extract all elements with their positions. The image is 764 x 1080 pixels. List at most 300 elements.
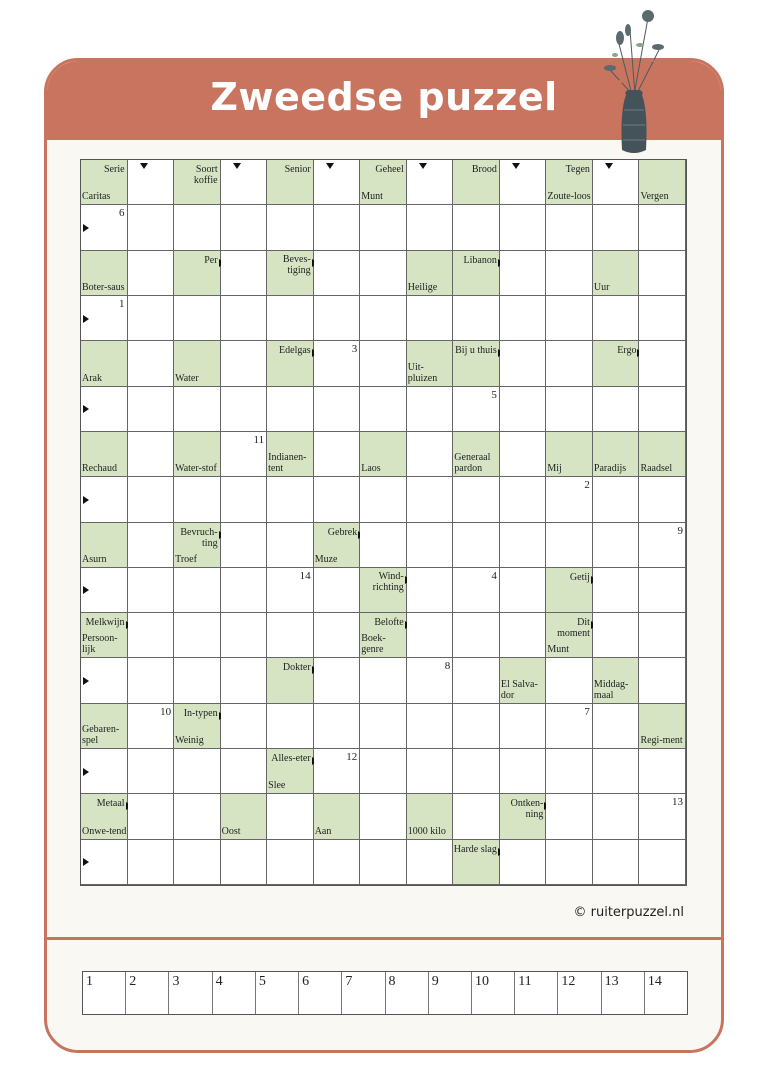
clue-text: Weinig [175, 735, 204, 747]
answer-cell[interactable] [267, 296, 314, 341]
answer-cell[interactable] [174, 658, 221, 703]
clue-text: El Salva-dor [500, 678, 538, 701]
solution-number: 11 [253, 433, 265, 446]
clue-text: Water [175, 372, 199, 384]
answer-cell[interactable] [174, 794, 221, 839]
solution-slot-number: 6 [302, 974, 310, 989]
answer-cell[interactable] [639, 613, 686, 658]
answer-cell[interactable] [267, 613, 314, 658]
flower-vase-icon [590, 0, 680, 160]
answer-cell[interactable] [500, 432, 547, 477]
clue-cell [546, 613, 593, 658]
answer-cell[interactable] [314, 658, 361, 703]
answer-cell[interactable] [593, 477, 640, 522]
clue-text: Caritas [82, 191, 111, 203]
clue-text: Per [204, 254, 218, 266]
clue-text: Paradijs [593, 463, 627, 475]
answer-cell[interactable] [128, 477, 175, 522]
answer-cell[interactable] [314, 840, 361, 885]
answer-cell[interactable] [546, 341, 593, 386]
answer-cell[interactable] [221, 341, 268, 386]
clue-text: Water-stof [175, 463, 217, 475]
answer-cell[interactable] [500, 160, 547, 205]
solution-slot-number: 2 [129, 974, 137, 989]
section-divider [47, 937, 721, 940]
answer-cell[interactable] [546, 296, 593, 341]
answer-cell[interactable] [221, 387, 268, 432]
answer-cell[interactable] [81, 658, 128, 703]
answer-cell[interactable] [128, 160, 175, 205]
answer-cell[interactable] [360, 794, 407, 839]
clue-cell [221, 794, 268, 839]
answer-cell[interactable] [453, 658, 500, 703]
clue-cell [360, 160, 407, 205]
arrow-right-icon [83, 405, 89, 413]
arrow-right-icon [83, 677, 89, 685]
answer-cell[interactable] [500, 477, 547, 522]
answer-cell[interactable] [221, 523, 268, 568]
answer-cell[interactable] [314, 160, 361, 205]
answer-cell[interactable] [593, 205, 640, 250]
answer-cell[interactable] [360, 251, 407, 296]
answer-cell[interactable] [267, 568, 314, 613]
answer-cell[interactable] [267, 794, 314, 839]
answer-cell[interactable] [500, 296, 547, 341]
answer-cell[interactable] [407, 296, 454, 341]
arrow-right-down-icon [233, 163, 241, 169]
clue-text: Munt [547, 644, 570, 656]
clue-text: Bevruch-ting [180, 526, 218, 549]
solution-number: 6 [119, 207, 125, 220]
answer-cell[interactable] [128, 205, 175, 250]
answer-cell[interactable] [360, 840, 407, 885]
clue-text: Belofte [374, 617, 404, 629]
clue-cell [174, 432, 221, 477]
answer-cell[interactable] [407, 568, 454, 613]
answer-cell[interactable] [546, 387, 593, 432]
clue-text: 1000 kilo [407, 825, 446, 837]
clue-text: Arak [82, 372, 102, 384]
answer-cell[interactable] [360, 523, 407, 568]
answer-cell[interactable] [500, 704, 547, 749]
clue-cell [314, 523, 361, 568]
answer-cell[interactable] [639, 749, 686, 794]
clue-text: Bij u thuis [455, 345, 497, 357]
solution-slot[interactable] [386, 972, 429, 1014]
answer-cell[interactable] [500, 205, 547, 250]
answer-cell[interactable] [546, 251, 593, 296]
clue-cell [500, 794, 547, 839]
answer-cell[interactable] [500, 749, 547, 794]
answer-cell[interactable] [407, 749, 454, 794]
answer-cell[interactable] [314, 613, 361, 658]
clue-cell [407, 251, 454, 296]
answer-cell[interactable] [314, 704, 361, 749]
answer-cell[interactable] [221, 704, 268, 749]
answer-cell[interactable] [128, 613, 175, 658]
answer-cell[interactable] [314, 477, 361, 522]
answer-cell[interactable] [267, 205, 314, 250]
answer-cell[interactable] [639, 523, 686, 568]
clue-text: Soort koffie [193, 164, 218, 186]
answer-cell[interactable] [360, 296, 407, 341]
arrow-right-down-icon [419, 163, 427, 169]
answer-cell[interactable] [174, 613, 221, 658]
clue-text: Generaal pardon [454, 452, 491, 475]
solution-slot[interactable] [169, 972, 212, 1014]
answer-cell[interactable] [500, 613, 547, 658]
answer-cell[interactable] [81, 205, 128, 250]
answer-cell[interactable] [267, 704, 314, 749]
answer-cell[interactable] [81, 477, 128, 522]
clue-text: Senior [284, 164, 311, 175]
clue-text: Boek-genre [361, 633, 386, 656]
answer-cell[interactable] [128, 432, 175, 477]
clue-cell [81, 251, 128, 296]
clue-cell [174, 160, 221, 205]
clue-cell [267, 749, 314, 794]
answer-cell[interactable] [314, 341, 361, 386]
answer-cell[interactable] [593, 296, 640, 341]
answer-cell[interactable] [639, 477, 686, 522]
answer-cell[interactable] [453, 568, 500, 613]
clue-cell [81, 794, 128, 839]
answer-cell[interactable] [314, 251, 361, 296]
clue-cell [453, 432, 500, 477]
solution-slot-number: 8 [388, 974, 396, 989]
answer-cell[interactable] [81, 387, 128, 432]
answer-cell[interactable] [314, 568, 361, 613]
clue-cell [546, 160, 593, 205]
solution-number: 7 [584, 705, 590, 718]
clue-text: Getij [569, 571, 590, 583]
answer-cell[interactable] [360, 341, 407, 386]
answer-cell[interactable] [593, 568, 640, 613]
answer-cell[interactable] [639, 296, 686, 341]
answer-cell[interactable] [407, 523, 454, 568]
solution-slot-number: 14 [647, 974, 662, 989]
clue-cell [81, 704, 128, 749]
solution-slot[interactable] [83, 972, 126, 1014]
clue-cell [500, 658, 547, 703]
answer-cell[interactable] [500, 251, 547, 296]
answer-cell[interactable] [407, 387, 454, 432]
clue-text: Gebrek [327, 526, 358, 538]
answer-cell[interactable] [221, 613, 268, 658]
clue-cell [453, 160, 500, 205]
clue-text: Aan [314, 825, 332, 837]
answer-cell[interactable] [593, 613, 640, 658]
solution-number: 2 [584, 479, 590, 492]
clue-text: Gebaren-spel [82, 724, 120, 747]
answer-cell[interactable] [546, 704, 593, 749]
answer-cell[interactable] [407, 704, 454, 749]
answer-cell[interactable] [221, 296, 268, 341]
answer-cell[interactable] [639, 840, 686, 885]
answer-cell[interactable] [128, 658, 175, 703]
answer-cell[interactable] [546, 477, 593, 522]
answer-cell[interactable] [360, 205, 407, 250]
answer-cell[interactable] [128, 568, 175, 613]
answer-cell[interactable] [453, 749, 500, 794]
answer-cell[interactable] [81, 840, 128, 885]
answer-cell[interactable] [314, 387, 361, 432]
answer-cell[interactable] [221, 749, 268, 794]
answer-cell[interactable] [360, 704, 407, 749]
solution-slot[interactable] [256, 972, 299, 1014]
clue-text: Ontken-ning [510, 798, 544, 821]
crossword-grid [80, 159, 687, 886]
solution-slot-number: 4 [215, 974, 223, 989]
answer-cell[interactable] [174, 749, 221, 794]
answer-cell[interactable] [639, 251, 686, 296]
answer-cell[interactable] [546, 658, 593, 703]
clue-text: Middag-maal [593, 678, 629, 701]
solution-slot[interactable] [515, 972, 558, 1014]
solution-slot-number: 11 [518, 974, 532, 989]
answer-cell[interactable] [546, 205, 593, 250]
answer-cell[interactable] [453, 205, 500, 250]
solution-slot[interactable] [429, 972, 472, 1014]
clue-cell [593, 432, 640, 477]
solution-slot-number: 5 [258, 974, 266, 989]
answer-cell[interactable] [174, 296, 221, 341]
copyright-text: © ruiterpuzzel.nl [573, 905, 684, 920]
answer-cell[interactable] [221, 840, 268, 885]
clue-text: Zoute-loos [547, 191, 591, 203]
answer-cell[interactable] [500, 341, 547, 386]
clue-text: Slee [268, 780, 286, 792]
answer-cell[interactable] [639, 794, 686, 839]
answer-cell[interactable] [407, 840, 454, 885]
clue-text: Ergo [617, 345, 637, 357]
clue-text: Asurn [82, 553, 107, 565]
answer-cell[interactable] [546, 523, 593, 568]
clue-cell [407, 794, 454, 839]
answer-cell[interactable] [453, 523, 500, 568]
solution-slot[interactable] [126, 972, 169, 1014]
answer-cell[interactable] [500, 523, 547, 568]
answer-cell[interactable] [546, 794, 593, 839]
answer-cell[interactable] [314, 749, 361, 794]
solution-slot[interactable] [299, 972, 342, 1014]
clue-cell [267, 160, 314, 205]
clue-text: Muze [314, 553, 338, 565]
answer-cell[interactable] [267, 840, 314, 885]
clue-text: Laos [361, 463, 381, 475]
solution-number: 10 [160, 705, 172, 718]
answer-cell[interactable] [221, 251, 268, 296]
solution-number: 13 [671, 796, 683, 809]
solution-number: 9 [677, 524, 683, 537]
answer-cell[interactable] [81, 296, 128, 341]
solution-number: 3 [351, 343, 358, 356]
answer-cell[interactable] [546, 749, 593, 794]
clue-text: Alles-eter [271, 753, 311, 765]
answer-cell[interactable] [128, 341, 175, 386]
arrow-right-icon [83, 858, 89, 866]
answer-cell[interactable] [639, 387, 686, 432]
clue-text: Indianen-tent [268, 452, 307, 475]
clue-cell [453, 840, 500, 885]
answer-cell[interactable] [221, 432, 268, 477]
arrow-right-down-icon [140, 163, 148, 169]
solution-slot-number: 13 [604, 974, 619, 989]
clue-cell [639, 432, 686, 477]
clue-text: Raadsel [640, 463, 673, 475]
clue-text: Dit moment [557, 617, 590, 640]
clue-cell [314, 794, 361, 839]
answer-cell[interactable] [314, 296, 361, 341]
arrow-right-down-icon [605, 163, 613, 169]
clue-cell [267, 251, 314, 296]
answer-cell[interactable] [407, 160, 454, 205]
answer-cell[interactable] [221, 160, 268, 205]
answer-cell[interactable] [453, 387, 500, 432]
solution-slot-number: 1 [86, 974, 93, 989]
answer-cell[interactable] [221, 477, 268, 522]
answer-cell[interactable] [267, 477, 314, 522]
answer-cell[interactable] [593, 160, 640, 205]
clue-text: Dokter [282, 662, 311, 674]
answer-cell[interactable] [453, 794, 500, 839]
clue-text: Edelgas [279, 345, 311, 357]
clue-cell [81, 160, 128, 205]
answer-cell[interactable] [500, 840, 547, 885]
answer-cell[interactable] [639, 205, 686, 250]
solution-slot[interactable] [558, 972, 601, 1014]
answer-cell[interactable] [174, 205, 221, 250]
answer-cell[interactable] [174, 477, 221, 522]
solution-slot[interactable] [213, 972, 256, 1014]
answer-cell[interactable] [314, 432, 361, 477]
answer-cell[interactable] [407, 432, 454, 477]
answer-cell[interactable] [407, 205, 454, 250]
answer-cell[interactable] [128, 387, 175, 432]
clue-cell [360, 613, 407, 658]
solution-slot[interactable] [472, 972, 515, 1014]
answer-cell[interactable] [500, 568, 547, 613]
answer-cell[interactable] [593, 794, 640, 839]
clue-cell [81, 523, 128, 568]
answer-cell[interactable] [128, 296, 175, 341]
solution-row [82, 971, 688, 1015]
clue-cell [81, 613, 128, 658]
clue-text: Metaal [96, 798, 125, 810]
answer-cell[interactable] [174, 387, 221, 432]
answer-cell[interactable] [174, 568, 221, 613]
answer-cell[interactable] [360, 387, 407, 432]
answer-cell[interactable] [360, 749, 407, 794]
arrow-right-icon [83, 224, 89, 232]
clue-text: Uit-pluizen [407, 361, 438, 384]
answer-cell[interactable] [81, 749, 128, 794]
answer-cell[interactable] [593, 840, 640, 885]
solution-slot-number: 3 [172, 974, 180, 989]
clue-text: Vergen [640, 191, 669, 203]
answer-cell[interactable] [639, 341, 686, 386]
clue-text: Mij [547, 463, 562, 475]
answer-cell[interactable] [314, 205, 361, 250]
clue-cell [639, 704, 686, 749]
arrow-right-down-icon [326, 163, 334, 169]
answer-cell[interactable] [453, 704, 500, 749]
clue-text: Persoon-lijk [82, 633, 118, 656]
answer-cell[interactable] [267, 387, 314, 432]
answer-cell[interactable] [546, 840, 593, 885]
answer-cell[interactable] [639, 658, 686, 703]
solution-slot[interactable] [645, 972, 687, 1014]
clue-text: Boter-saus [82, 281, 125, 293]
answer-cell[interactable] [81, 568, 128, 613]
clue-text: Heilige [407, 281, 438, 293]
clue-cell [267, 658, 314, 703]
solution-slot[interactable] [342, 972, 385, 1014]
clue-cell [174, 704, 221, 749]
answer-cell[interactable] [360, 477, 407, 522]
answer-cell[interactable] [500, 387, 547, 432]
answer-cell[interactable] [221, 205, 268, 250]
arrow-right-down-icon [512, 163, 520, 169]
answer-cell[interactable] [128, 704, 175, 749]
solution-slot-number: 7 [345, 974, 353, 989]
solution-number: 14 [299, 569, 311, 582]
solution-slot[interactable] [602, 972, 645, 1014]
arrow-right-icon [83, 315, 89, 323]
answer-cell[interactable] [593, 704, 640, 749]
answer-cell[interactable] [593, 387, 640, 432]
answer-cell[interactable] [128, 794, 175, 839]
answer-cell[interactable] [221, 568, 268, 613]
answer-cell[interactable] [360, 658, 407, 703]
answer-cell[interactable] [407, 477, 454, 522]
answer-cell[interactable] [593, 749, 640, 794]
clue-text: Harde slag [453, 843, 497, 855]
solution-slot-number: 10 [474, 974, 489, 989]
answer-cell[interactable] [407, 613, 454, 658]
answer-cell[interactable] [221, 658, 268, 703]
clue-cell [174, 523, 221, 568]
answer-cell[interactable] [453, 613, 500, 658]
page-title: Zweedse puzzel [210, 75, 558, 119]
answer-cell[interactable] [128, 251, 175, 296]
answer-cell[interactable] [267, 523, 314, 568]
clue-text: Beves-tiging [282, 253, 311, 276]
answer-cell[interactable] [128, 840, 175, 885]
clue-cell [174, 251, 221, 296]
arrow-right-icon [83, 496, 89, 504]
answer-cell[interactable] [453, 477, 500, 522]
clue-cell [453, 341, 500, 386]
clue-cell [407, 341, 454, 386]
answer-cell[interactable] [128, 523, 175, 568]
answer-cell[interactable] [639, 568, 686, 613]
clue-cell [360, 568, 407, 613]
solution-slot-number: 9 [431, 974, 439, 989]
clue-text: Tegen [565, 164, 590, 175]
answer-cell[interactable] [174, 840, 221, 885]
clue-text: Regi-ment [640, 735, 683, 747]
clue-cell [593, 251, 640, 296]
clue-text: Libanon [463, 254, 497, 266]
answer-cell[interactable] [453, 296, 500, 341]
answer-cell[interactable] [593, 523, 640, 568]
clue-text: Brood [471, 164, 497, 175]
clue-text: Onwe-tend [82, 825, 127, 837]
clue-cell [546, 568, 593, 613]
answer-cell[interactable] [128, 749, 175, 794]
answer-cell[interactable] [407, 658, 454, 703]
